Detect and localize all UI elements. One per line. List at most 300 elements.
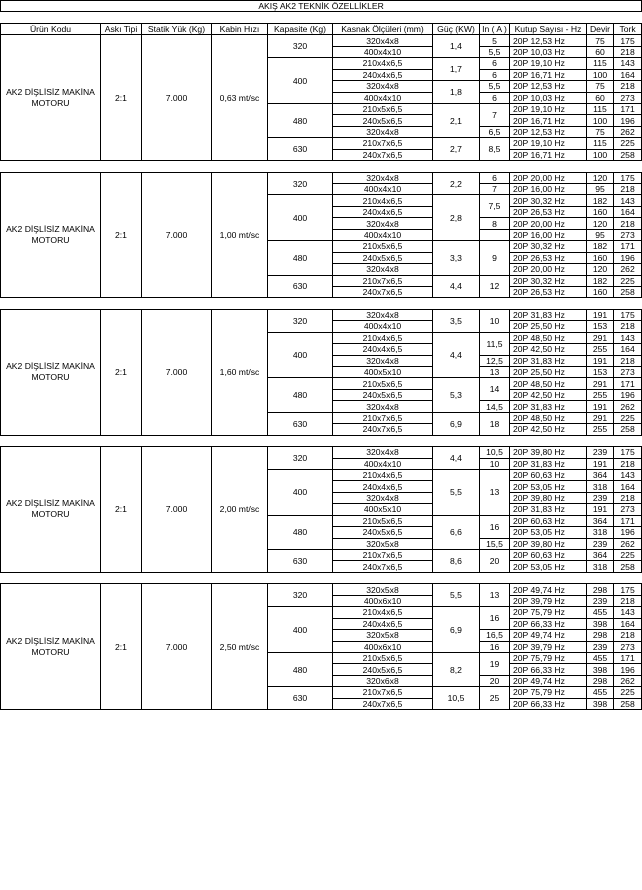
- devir: 291: [587, 412, 614, 423]
- tork: 143: [614, 607, 642, 618]
- guc-kw: 1,8: [433, 81, 480, 104]
- kutup-hz: 20P 26,53 Hz: [510, 206, 587, 217]
- kasnak-olcusu: 240x4x6,5: [333, 69, 433, 80]
- spacer-row: [1, 12, 642, 23]
- tork: 258: [614, 424, 642, 435]
- akim-a: [480, 229, 510, 240]
- kutup-hz: 20P 39,80 Hz: [510, 447, 587, 458]
- kapasite: 630: [268, 138, 333, 161]
- tork: 196: [614, 527, 642, 538]
- header-guc: Güç (KW): [433, 23, 480, 34]
- kasnak-olcusu: 210x5x6,5: [333, 652, 433, 663]
- tork: 258: [614, 286, 642, 297]
- kutup-hz: 20P 26,53 Hz: [510, 286, 587, 297]
- akim-a: 10: [480, 458, 510, 469]
- guc-kw: 3,5: [433, 309, 480, 332]
- header-statik-yuk: Statik Yük (Kg): [142, 23, 212, 34]
- statik-yuk: 7.000: [142, 172, 212, 298]
- devir: 298: [587, 675, 614, 686]
- spacer-row: [1, 435, 642, 446]
- devir: 120: [587, 264, 614, 275]
- guc-kw: 8,2: [433, 652, 480, 686]
- kasnak-olcusu: 320x4x8: [333, 35, 433, 46]
- tork: 175: [614, 35, 642, 46]
- akim-a: 14,5: [480, 401, 510, 412]
- devir: 255: [587, 389, 614, 400]
- kutup-hz: 20P 66,33 Hz: [510, 698, 587, 709]
- devir: 191: [587, 504, 614, 515]
- kabin-hizi: 2,00 mt/sc: [212, 447, 268, 573]
- kasnak-olcusu: 320x4x8: [333, 81, 433, 92]
- tork: 196: [614, 252, 642, 263]
- tork: 164: [614, 206, 642, 217]
- kasnak-olcusu: 210x7x6,5: [333, 138, 433, 149]
- devir: 398: [587, 664, 614, 675]
- kutup-hz: 20P 60,63 Hz: [510, 515, 587, 526]
- akim-a: 10,5: [480, 447, 510, 458]
- akim-a: 13: [480, 469, 510, 515]
- akim-a: 19: [480, 652, 510, 675]
- kutup-hz: 20P 12,53 Hz: [510, 35, 587, 46]
- tork: 258: [614, 698, 642, 709]
- devir: 60: [587, 92, 614, 103]
- akim-a: 20: [480, 675, 510, 686]
- kutup-hz: 20P 16,00 Hz: [510, 229, 587, 240]
- guc-kw: 6,6: [433, 515, 480, 549]
- akim-a: 15,5: [480, 538, 510, 549]
- tork: 258: [614, 149, 642, 160]
- kutup-hz: 20P 49,74 Hz: [510, 584, 587, 595]
- kutup-hz: 20P 19,10 Hz: [510, 103, 587, 114]
- kutup-hz: 20P 31,83 Hz: [510, 458, 587, 469]
- kapasite: 320: [268, 447, 333, 470]
- kutup-hz: 20P 31,83 Hz: [510, 355, 587, 366]
- kasnak-olcusu: 240x7x6,5: [333, 698, 433, 709]
- kutup-hz: 20P 16,71 Hz: [510, 115, 587, 126]
- kutup-hz: 20P 25,50 Hz: [510, 321, 587, 332]
- kutup-hz: 20P 19,10 Hz: [510, 138, 587, 149]
- tork: 262: [614, 675, 642, 686]
- tork: 273: [614, 367, 642, 378]
- devir: 364: [587, 515, 614, 526]
- kutup-hz: 20P 12,53 Hz: [510, 81, 587, 92]
- header-kutup: Kutup Sayısı - Hz: [510, 23, 587, 34]
- akim-a: 5,5: [480, 46, 510, 57]
- kasnak-olcusu: 210x4x6,5: [333, 469, 433, 480]
- header-kasnak: Kasnak Ölçüleri (mm): [333, 23, 433, 34]
- kapasite: 400: [268, 195, 333, 241]
- tork: 218: [614, 492, 642, 503]
- kutup-hz: 20P 25,50 Hz: [510, 367, 587, 378]
- tork: 218: [614, 595, 642, 606]
- devir: 115: [587, 138, 614, 149]
- tork: 171: [614, 241, 642, 252]
- tork: 218: [614, 218, 642, 229]
- kasnak-olcusu: 240x5x6,5: [333, 527, 433, 538]
- guc-kw: 4,4: [433, 275, 480, 298]
- akim-a: 8,5: [480, 138, 510, 161]
- devir: 100: [587, 149, 614, 160]
- devir: 191: [587, 401, 614, 412]
- akim-a: 9: [480, 241, 510, 275]
- akim-a: 16: [480, 641, 510, 652]
- table-row: [1, 172, 642, 183]
- akim-a: 10: [480, 309, 510, 332]
- table-row: [1, 309, 642, 320]
- tork: 273: [614, 504, 642, 515]
- akim-a: 7,5: [480, 195, 510, 218]
- tork: 218: [614, 81, 642, 92]
- devir: 455: [587, 607, 614, 618]
- kapasite: 480: [268, 378, 333, 412]
- tork: 196: [614, 389, 642, 400]
- kapasite: 480: [268, 103, 333, 137]
- kutup-hz: 20P 20,00 Hz: [510, 218, 587, 229]
- tork: 218: [614, 458, 642, 469]
- tork: 218: [614, 46, 642, 57]
- header-urun-kodu: Ürün Kodu: [1, 23, 101, 34]
- devir: 364: [587, 469, 614, 480]
- tork: 218: [614, 321, 642, 332]
- devir: 398: [587, 618, 614, 629]
- kasnak-olcusu: 240x7x6,5: [333, 424, 433, 435]
- devir: 60: [587, 46, 614, 57]
- devir: 318: [587, 561, 614, 572]
- kasnak-olcusu: 400x4x10: [333, 321, 433, 332]
- tork: 262: [614, 126, 642, 137]
- kutup-hz: 20P 26,53 Hz: [510, 252, 587, 263]
- tork: 171: [614, 515, 642, 526]
- kasnak-olcusu: 320x4x8: [333, 492, 433, 503]
- kasnak-olcusu: 320x5x8: [333, 630, 433, 641]
- tork: 164: [614, 481, 642, 492]
- akim-a: 6: [480, 58, 510, 69]
- tork: 225: [614, 138, 642, 149]
- akim-a: 13: [480, 584, 510, 607]
- kutup-hz: 20P 10,03 Hz: [510, 92, 587, 103]
- tork: 143: [614, 469, 642, 480]
- header-row: [1, 23, 642, 34]
- kabin-hizi: 1,00 mt/sc: [212, 172, 268, 298]
- tork: 175: [614, 447, 642, 458]
- tork: 258: [614, 561, 642, 572]
- kasnak-olcusu: 210x7x6,5: [333, 412, 433, 423]
- tork: 171: [614, 378, 642, 389]
- devir: 182: [587, 275, 614, 286]
- kutup-hz: 20P 60,63 Hz: [510, 469, 587, 480]
- devir: 291: [587, 378, 614, 389]
- devir: 318: [587, 527, 614, 538]
- kapasite: 480: [268, 515, 333, 549]
- kapasite: 400: [268, 332, 333, 378]
- header-in: In ( A ): [480, 23, 510, 34]
- devir: 191: [587, 458, 614, 469]
- kutup-hz: 20P 30,32 Hz: [510, 241, 587, 252]
- devir: 318: [587, 481, 614, 492]
- akim-a: 5: [480, 35, 510, 46]
- table-row: [1, 447, 642, 458]
- kutup-hz: 20P 75,79 Hz: [510, 652, 587, 663]
- devir: 75: [587, 126, 614, 137]
- kutup-hz: 20P 16,00 Hz: [510, 184, 587, 195]
- devir: 95: [587, 184, 614, 195]
- kutup-hz: 20P 30,32 Hz: [510, 275, 587, 286]
- kutup-hz: 20P 39,80 Hz: [510, 538, 587, 549]
- kasnak-olcusu: 210x4x6,5: [333, 58, 433, 69]
- devir: 455: [587, 652, 614, 663]
- kutup-hz: 20P 39,80 Hz: [510, 492, 587, 503]
- kapasite: 400: [268, 469, 333, 515]
- devir: 298: [587, 584, 614, 595]
- kasnak-olcusu: 210x7x6,5: [333, 687, 433, 698]
- akim-a: 6: [480, 92, 510, 103]
- tork: 273: [614, 92, 642, 103]
- devir: 160: [587, 206, 614, 217]
- tork: 164: [614, 344, 642, 355]
- guc-kw: 1,4: [433, 35, 480, 58]
- tork: 225: [614, 412, 642, 423]
- kabin-hizi: 1,60 mt/sc: [212, 309, 268, 435]
- akim-a: 13: [480, 367, 510, 378]
- kutup-hz: 20P 39,79 Hz: [510, 641, 587, 652]
- kutup-hz: 20P 75,79 Hz: [510, 607, 587, 618]
- kasnak-olcusu: 400x5x10: [333, 367, 433, 378]
- kasnak-olcusu: 210x5x6,5: [333, 515, 433, 526]
- kasnak-olcusu: 240x4x6,5: [333, 618, 433, 629]
- product-code: AK2 DİŞLİSİZ MAKİNA MOTORU: [1, 447, 101, 573]
- kasnak-olcusu: 240x5x6,5: [333, 664, 433, 675]
- section-gap: [1, 298, 642, 309]
- guc-kw: 3,3: [433, 241, 480, 275]
- kasnak-olcusu: 240x5x6,5: [333, 389, 433, 400]
- devir: 115: [587, 58, 614, 69]
- kasnak-olcusu: 400x6x10: [333, 641, 433, 652]
- tork: 218: [614, 630, 642, 641]
- kutup-hz: 20P 66,33 Hz: [510, 618, 587, 629]
- kapasite: 480: [268, 652, 333, 686]
- devir: 239: [587, 538, 614, 549]
- akim-a: 14: [480, 378, 510, 401]
- devir: 100: [587, 69, 614, 80]
- header-aski-tipi: Askı Tipi: [101, 23, 142, 34]
- guc-kw: 4,4: [433, 332, 480, 378]
- akim-a: 20: [480, 550, 510, 573]
- devir: 75: [587, 81, 614, 92]
- akim-a: 16: [480, 515, 510, 538]
- kasnak-olcusu: 240x7x6,5: [333, 286, 433, 297]
- kutup-hz: 20P 48,50 Hz: [510, 412, 587, 423]
- devir: 255: [587, 424, 614, 435]
- kutup-hz: 20P 10,03 Hz: [510, 46, 587, 57]
- kasnak-olcusu: 320x4x8: [333, 447, 433, 458]
- kapasite: 320: [268, 584, 333, 607]
- kasnak-olcusu: 210x5x6,5: [333, 378, 433, 389]
- kasnak-olcusu: 320x5x8: [333, 538, 433, 549]
- tork: 218: [614, 355, 642, 366]
- guc-kw: 5,5: [433, 584, 480, 607]
- devir: 255: [587, 344, 614, 355]
- kutup-hz: 20P 31,83 Hz: [510, 504, 587, 515]
- kapasite: 320: [268, 309, 333, 332]
- devir: 160: [587, 286, 614, 297]
- akim-a: 7: [480, 184, 510, 195]
- kasnak-olcusu: 400x4x10: [333, 46, 433, 57]
- akim-a: 25: [480, 687, 510, 710]
- devir: 191: [587, 355, 614, 366]
- tork: 171: [614, 652, 642, 663]
- kutup-hz: 20P 42,50 Hz: [510, 389, 587, 400]
- guc-kw: 1,7: [433, 58, 480, 81]
- kutup-hz: 20P 20,00 Hz: [510, 264, 587, 275]
- kutup-hz: 20P 42,50 Hz: [510, 424, 587, 435]
- kutup-hz: 20P 48,50 Hz: [510, 332, 587, 343]
- akim-a: 6,5: [480, 126, 510, 137]
- kasnak-olcusu: 240x5x6,5: [333, 115, 433, 126]
- devir: 239: [587, 492, 614, 503]
- devir: 120: [587, 172, 614, 183]
- aski-tipi: 2:1: [101, 447, 142, 573]
- table-row: [1, 35, 642, 46]
- devir: 75: [587, 35, 614, 46]
- kapasite: 320: [268, 35, 333, 58]
- kasnak-olcusu: 400x4x10: [333, 458, 433, 469]
- kapasite: 630: [268, 687, 333, 710]
- kasnak-olcusu: 320x4x8: [333, 126, 433, 137]
- header-kapasite: Kapasite (Kg): [268, 23, 333, 34]
- kutup-hz: 20P 49,74 Hz: [510, 675, 587, 686]
- kasnak-olcusu: 210x4x6,5: [333, 332, 433, 343]
- kasnak-olcusu: 240x4x6,5: [333, 481, 433, 492]
- devir: 239: [587, 641, 614, 652]
- kutup-hz: 20P 49,74 Hz: [510, 630, 587, 641]
- guc-kw: 10,5: [433, 687, 480, 710]
- kasnak-olcusu: 210x5x6,5: [333, 103, 433, 114]
- kapasite: 630: [268, 412, 333, 435]
- guc-kw: 8,6: [433, 550, 480, 573]
- guc-kw: 5,3: [433, 378, 480, 412]
- kutup-hz: 20P 53,05 Hz: [510, 527, 587, 538]
- devir: 153: [587, 367, 614, 378]
- tork: 175: [614, 584, 642, 595]
- header-devir: Devir: [587, 23, 614, 34]
- section-gap: [1, 435, 642, 446]
- statik-yuk: 7.000: [142, 35, 212, 161]
- tork: 196: [614, 115, 642, 126]
- kabin-hizi: 0,63 mt/sc: [212, 35, 268, 161]
- kasnak-olcusu: 400x4x10: [333, 229, 433, 240]
- guc-kw: 2,8: [433, 195, 480, 241]
- kutup-hz: 20P 53,05 Hz: [510, 561, 587, 572]
- section-gap: [1, 572, 642, 583]
- akim-a: 18: [480, 412, 510, 435]
- tork: 164: [614, 69, 642, 80]
- kasnak-olcusu: 320x4x8: [333, 401, 433, 412]
- kapasite: 400: [268, 607, 333, 653]
- kutup-hz: 20P 30,32 Hz: [510, 195, 587, 206]
- kasnak-olcusu: 210x7x6,5: [333, 275, 433, 286]
- tork: 175: [614, 309, 642, 320]
- kutup-hz: 20P 53,05 Hz: [510, 481, 587, 492]
- tork: 273: [614, 229, 642, 240]
- guc-kw: 6,9: [433, 607, 480, 653]
- tork: 175: [614, 172, 642, 183]
- tork: 225: [614, 550, 642, 561]
- kapasite: 630: [268, 275, 333, 298]
- guc-kw: 2,2: [433, 172, 480, 195]
- guc-kw: 2,1: [433, 103, 480, 137]
- product-code: AK2 DİŞLİSİZ MAKİNA MOTORU: [1, 584, 101, 710]
- tork: 262: [614, 264, 642, 275]
- kapasite: 480: [268, 241, 333, 275]
- akim-a: 11,5: [480, 332, 510, 355]
- product-code: AK2 DİŞLİSİZ MAKİNA MOTORU: [1, 309, 101, 435]
- header-kabin-hizi: Kabin Hızı: [212, 23, 268, 34]
- statik-yuk: 7.000: [142, 309, 212, 435]
- devir: 239: [587, 595, 614, 606]
- kutup-hz: 20P 12,53 Hz: [510, 126, 587, 137]
- guc-kw: 5,5: [433, 469, 480, 515]
- akim-a: 6: [480, 172, 510, 183]
- aski-tipi: 2:1: [101, 309, 142, 435]
- devir: 120: [587, 218, 614, 229]
- kasnak-olcusu: 320x4x8: [333, 218, 433, 229]
- tork: 164: [614, 618, 642, 629]
- spacer-row: [1, 572, 642, 583]
- kasnak-olcusu: 240x7x6,5: [333, 561, 433, 572]
- akim-a: 6: [480, 69, 510, 80]
- header-tork: Tork: [614, 23, 642, 34]
- kasnak-olcusu: 320x4x8: [333, 309, 433, 320]
- devir: 182: [587, 195, 614, 206]
- kapasite: 630: [268, 550, 333, 573]
- kasnak-olcusu: 240x5x6,5: [333, 252, 433, 263]
- kasnak-olcusu: 320x4x8: [333, 355, 433, 366]
- kasnak-olcusu: 210x7x6,5: [333, 550, 433, 561]
- devir: 291: [587, 332, 614, 343]
- devir: 115: [587, 103, 614, 114]
- statik-yuk: 7.000: [142, 447, 212, 573]
- kutup-hz: 20P 31,83 Hz: [510, 401, 587, 412]
- guc-kw: 6,9: [433, 412, 480, 435]
- product-code: AK2 DİŞLİSİZ MAKİNA MOTORU: [1, 35, 101, 161]
- spacer-row: [1, 161, 642, 172]
- tork: 143: [614, 332, 642, 343]
- tork: 262: [614, 538, 642, 549]
- kutup-hz: 20P 75,79 Hz: [510, 687, 587, 698]
- tork: 273: [614, 641, 642, 652]
- product-code: AK2 DİŞLİSİZ MAKİNA MOTORU: [1, 172, 101, 298]
- tork: 218: [614, 184, 642, 195]
- kasnak-olcusu: 210x4x6,5: [333, 607, 433, 618]
- table-title: AKIŞ AK2 TEKNİK ÖZELLİKLER: [1, 1, 642, 12]
- tork: 225: [614, 687, 642, 698]
- kasnak-olcusu: 210x4x6,5: [333, 195, 433, 206]
- kasnak-olcusu: 320x4x8: [333, 172, 433, 183]
- akim-a: 7: [480, 103, 510, 126]
- spacer-row: [1, 298, 642, 309]
- kutup-hz: 20P 42,50 Hz: [510, 344, 587, 355]
- tork: 143: [614, 58, 642, 69]
- devir: 239: [587, 447, 614, 458]
- table-row: [1, 584, 642, 595]
- kasnak-olcusu: 210x5x6,5: [333, 241, 433, 252]
- kutup-hz: 20P 60,63 Hz: [510, 550, 587, 561]
- kasnak-olcusu: 320x5x8: [333, 584, 433, 595]
- kasnak-olcusu: 240x7x6,5: [333, 149, 433, 160]
- kasnak-olcusu: 240x4x6,5: [333, 344, 433, 355]
- kasnak-olcusu: 400x6x10: [333, 595, 433, 606]
- section-gap: [1, 161, 642, 172]
